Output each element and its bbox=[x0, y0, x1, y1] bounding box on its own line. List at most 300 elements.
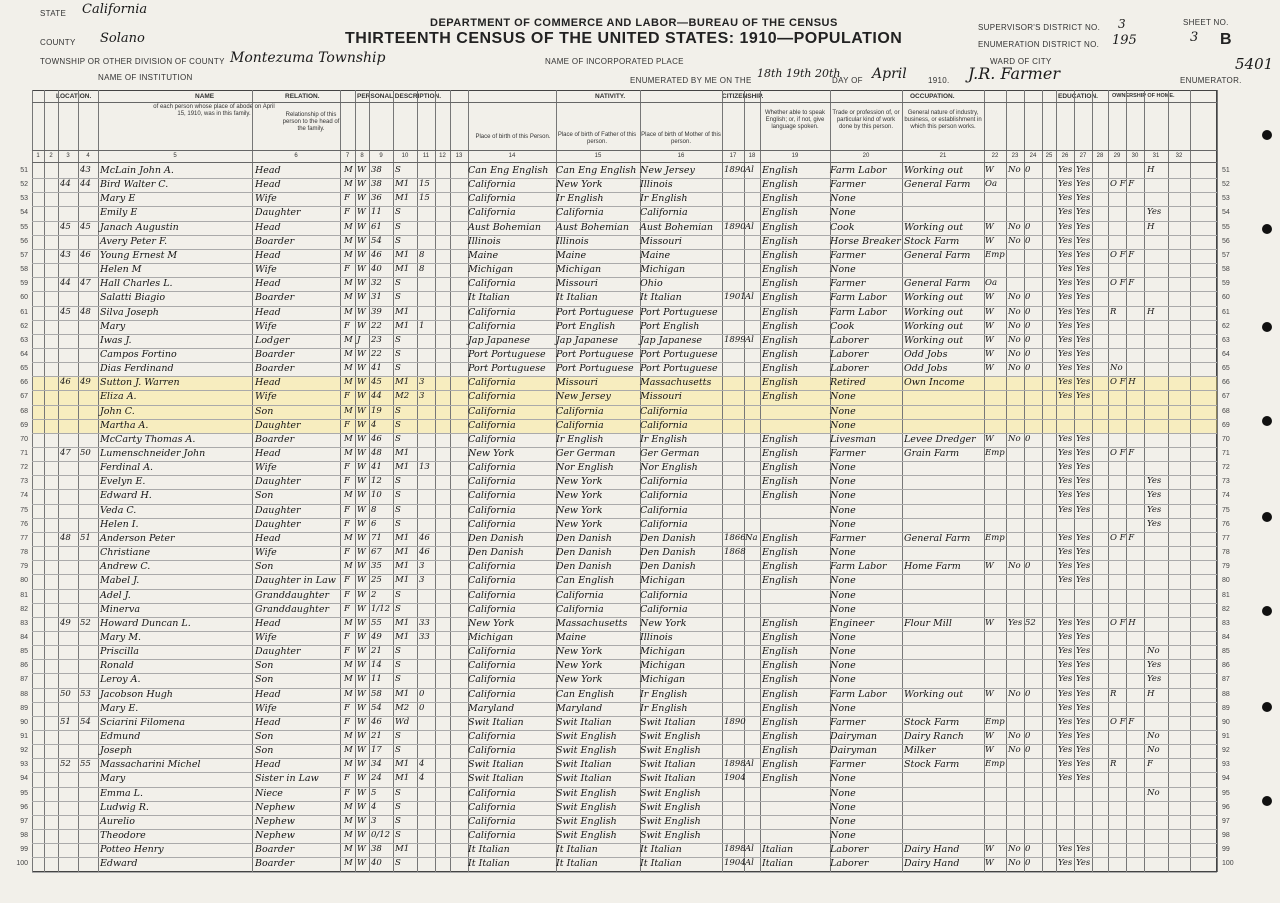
cell-lang: English bbox=[762, 179, 799, 191]
cell-name: Mary M. bbox=[100, 631, 142, 643]
cell-sex: M bbox=[344, 433, 353, 444]
cell-name: Leroy A. bbox=[100, 674, 141, 686]
cell-rel: Boarder bbox=[255, 348, 295, 360]
cell-rel: Granddaughter bbox=[255, 589, 330, 601]
cell-mar: M1 bbox=[395, 688, 410, 699]
cell-trade: Engineer bbox=[830, 617, 875, 629]
cell-trade: None bbox=[830, 815, 856, 827]
cell-lang: English bbox=[762, 320, 799, 332]
cell-mother: Missouri bbox=[640, 391, 682, 403]
cell-emp: W bbox=[985, 334, 994, 345]
cell-age: 25 bbox=[371, 575, 382, 586]
line-number-right: 67 bbox=[1222, 393, 1230, 401]
line-number-right: 82 bbox=[1222, 605, 1230, 613]
cell-age: 31 bbox=[371, 292, 382, 303]
cell-father: Ir English bbox=[556, 193, 604, 205]
cell-yrs: 0 bbox=[419, 688, 425, 699]
cell-imm: 1868 bbox=[724, 547, 746, 558]
cell-mar: S bbox=[395, 589, 401, 600]
cell-race: W bbox=[357, 221, 366, 232]
cell-age: 8 bbox=[371, 504, 377, 515]
cell-write: Yes bbox=[1076, 716, 1091, 727]
cell-wk: No bbox=[1008, 858, 1021, 869]
line-number-right: 97 bbox=[1222, 817, 1230, 825]
cell-sex: M bbox=[344, 448, 353, 458]
cell-rel: Boarder bbox=[255, 292, 295, 304]
cell-read: Yes bbox=[1058, 617, 1073, 628]
line-number-right: 71 bbox=[1222, 450, 1230, 457]
cell-name: Mary E bbox=[100, 193, 136, 205]
cell-lang: English bbox=[762, 476, 799, 488]
cell-age: 36 bbox=[371, 193, 382, 204]
line-number-right: 68 bbox=[1222, 407, 1230, 415]
cell-read: Yes bbox=[1058, 844, 1073, 855]
cell-father: Port Portuguese bbox=[556, 348, 634, 360]
cell-age: 67 bbox=[371, 547, 382, 558]
line-number-left: 100 bbox=[16, 860, 28, 868]
line-number-left: 83 bbox=[20, 619, 28, 627]
cell-fam: 51 bbox=[80, 532, 91, 543]
cell-extra: Yes bbox=[1147, 490, 1162, 501]
cell-birth: It Italian bbox=[468, 292, 510, 304]
cell-dw: 46 bbox=[60, 377, 71, 388]
column-number: 11 bbox=[422, 153, 430, 159]
cell-imm: 1898 bbox=[724, 759, 746, 770]
cell-write: Yes bbox=[1076, 264, 1091, 275]
cell-trade: Livesman bbox=[830, 433, 877, 445]
line-number-right: 86 bbox=[1222, 662, 1230, 670]
cell-race: W bbox=[357, 702, 366, 713]
cell-birth: California bbox=[468, 660, 516, 672]
cell-father: California bbox=[556, 589, 604, 601]
cell-yrs: 4 bbox=[419, 759, 425, 770]
cell-age: 14 bbox=[371, 660, 382, 671]
cell-lang: English bbox=[762, 433, 799, 445]
cell-sex: M bbox=[344, 745, 353, 756]
enumerator-label: ENUMERATOR. bbox=[1180, 76, 1242, 85]
cell-mother: California bbox=[640, 589, 688, 601]
cell-birth: California bbox=[468, 193, 516, 205]
cell-yrs: 13 bbox=[419, 462, 430, 473]
cell-name: Mary E. bbox=[100, 702, 139, 714]
cell-rel: Lodger bbox=[255, 334, 290, 346]
cell-write: Yes bbox=[1076, 688, 1091, 699]
cell-mother: Illinois bbox=[640, 631, 673, 643]
cell-own: O F H bbox=[1110, 377, 1136, 388]
cell-own: O F F bbox=[1110, 448, 1135, 458]
cell-lang: English bbox=[762, 660, 799, 672]
cell-ind: General Farm bbox=[904, 179, 971, 191]
cell-wk: No bbox=[1008, 165, 1021, 175]
cell-birth: California bbox=[468, 830, 516, 842]
cell-lang: English bbox=[762, 731, 799, 742]
group-citizenship: CITIZENSHIP. bbox=[722, 93, 764, 100]
cell-mar: M1 bbox=[395, 377, 410, 388]
cell-lang: English bbox=[762, 278, 799, 290]
cell-read: Yes bbox=[1058, 377, 1073, 388]
cell-birth: California bbox=[468, 462, 516, 474]
cell-write: Yes bbox=[1076, 646, 1091, 657]
line-number-left: 53 bbox=[20, 195, 28, 203]
cell-write: Yes bbox=[1076, 179, 1091, 190]
cell-mother: Ir English bbox=[640, 688, 688, 700]
cell-extra: Yes bbox=[1147, 207, 1162, 218]
cell-mar: M1 bbox=[395, 759, 410, 770]
cell-birth: California bbox=[468, 419, 516, 431]
cell-cit: Al bbox=[745, 844, 754, 855]
cell-wk: No bbox=[1008, 348, 1021, 359]
cell-mother: Michigan bbox=[640, 646, 686, 658]
line-number-right: 96 bbox=[1222, 803, 1230, 811]
cell-wkn: 0 bbox=[1025, 348, 1031, 359]
cell-rel: Head bbox=[255, 377, 281, 389]
cell-birth: California bbox=[468, 575, 516, 587]
cell-cit: Al bbox=[745, 858, 754, 869]
line-number-left: 73 bbox=[20, 478, 28, 486]
cell-father: It Italian bbox=[556, 858, 598, 870]
cell-name: John C. bbox=[100, 405, 135, 417]
cell-lang: English bbox=[762, 292, 799, 304]
cell-rel: Son bbox=[255, 405, 274, 417]
cell-rel: Head bbox=[255, 165, 281, 176]
cell-rel: Daughter bbox=[255, 419, 301, 431]
cell-race: W bbox=[357, 646, 366, 657]
line-number-left: 82 bbox=[20, 605, 28, 613]
cell-lang: English bbox=[762, 306, 799, 318]
cell-extra: Yes bbox=[1147, 518, 1162, 529]
cell-yrs: 0 bbox=[419, 702, 425, 713]
cell-name: Young Ernest M bbox=[100, 249, 178, 261]
cell-name: Potteo Henry bbox=[100, 844, 164, 856]
cell-race: W bbox=[357, 207, 366, 218]
cell-trade: Farmer bbox=[830, 532, 866, 544]
cell-emp: W bbox=[985, 731, 994, 741]
cell-lang: English bbox=[762, 561, 799, 573]
cell-age: 3 bbox=[371, 815, 377, 826]
cell-age: 21 bbox=[371, 646, 382, 657]
name-column-desc: of each person whose place of abode on April 15, 1910, was in this family. bbox=[153, 104, 275, 117]
cell-name: Aurelio bbox=[100, 815, 135, 827]
cell-sex: F bbox=[344, 320, 350, 331]
line-number-left: 66 bbox=[20, 379, 28, 387]
cell-rel: Daughter bbox=[255, 504, 301, 516]
cell-age: 54 bbox=[371, 235, 382, 246]
cell-ind: Levee Dredger bbox=[904, 433, 976, 445]
cell-sex: F bbox=[344, 518, 350, 529]
cell-mar: M1 bbox=[395, 547, 410, 558]
cell-name: Sciarini Filomena bbox=[100, 716, 186, 728]
cell-rel: Nephew bbox=[255, 815, 295, 827]
cell-ind: Own Income bbox=[904, 377, 965, 389]
cell-age: 38 bbox=[371, 179, 382, 190]
line-number-left: 95 bbox=[20, 789, 28, 797]
cell-age: 11 bbox=[371, 207, 382, 218]
cell-emp: W bbox=[985, 844, 994, 855]
cell-yrs: 3 bbox=[419, 575, 425, 586]
line-number-left: 61 bbox=[20, 308, 28, 316]
cell-father: California bbox=[556, 207, 604, 219]
line-number-right: 92 bbox=[1222, 747, 1230, 755]
cell-fam: 46 bbox=[80, 249, 91, 260]
cell-ind: Working out bbox=[904, 221, 964, 233]
cell-write: Yes bbox=[1076, 235, 1091, 246]
cell-father: New York bbox=[556, 504, 603, 516]
line-number-left: 65 bbox=[20, 365, 28, 373]
cell-cit: Na bbox=[745, 532, 758, 543]
cell-lang: English bbox=[762, 348, 799, 360]
cell-ind: General Farm bbox=[904, 278, 971, 290]
column-number: 16 bbox=[677, 153, 685, 159]
column-number: 12 bbox=[439, 153, 446, 159]
cell-write: Yes bbox=[1076, 490, 1091, 501]
cell-read: Yes bbox=[1058, 476, 1073, 487]
line-number-right: 91 bbox=[1222, 733, 1230, 740]
cell-name: Priscilla bbox=[100, 646, 139, 658]
cell-mar: S bbox=[395, 815, 401, 826]
cell-mother: Swit English bbox=[640, 801, 701, 813]
cell-name: Mabel J. bbox=[100, 575, 140, 587]
cell-birth: Den Danish bbox=[468, 532, 524, 544]
cell-name: Howard Duncan L. bbox=[100, 617, 191, 629]
cell-dw: 43 bbox=[60, 249, 71, 260]
cell-mar: S bbox=[395, 518, 401, 529]
cell-emp: W bbox=[985, 858, 994, 869]
line-number-right: 100 bbox=[1222, 860, 1234, 868]
line-number-left: 97 bbox=[20, 817, 28, 825]
cell-read: Yes bbox=[1058, 278, 1073, 289]
cell-wk: No bbox=[1008, 221, 1021, 232]
cell-read: Yes bbox=[1058, 165, 1073, 175]
cell-yrs: 3 bbox=[419, 561, 425, 572]
cell-father: Maine bbox=[556, 249, 587, 261]
year-value: 1910. bbox=[928, 76, 950, 85]
cell-mother: Swit English bbox=[640, 815, 701, 827]
line-number-left: 86 bbox=[20, 662, 28, 670]
cell-sex: M bbox=[344, 235, 353, 246]
binder-hole-8 bbox=[1262, 796, 1272, 806]
cell-race: W bbox=[357, 575, 366, 586]
column-number: 31 bbox=[1152, 153, 1160, 159]
cell-wkn: 0 bbox=[1025, 858, 1031, 869]
cell-emp: W bbox=[985, 235, 994, 246]
cell-birth: California bbox=[468, 405, 516, 417]
cell-age: 19 bbox=[371, 405, 382, 416]
line-number-left: 88 bbox=[20, 690, 28, 698]
cell-ind: Stock Farm bbox=[904, 716, 960, 728]
cell-age: 41 bbox=[371, 462, 382, 473]
cell-emp: Emp bbox=[985, 249, 1005, 260]
birth-person-header: Place of birth of this Person. bbox=[475, 134, 551, 140]
cell-race: W bbox=[357, 830, 366, 841]
cell-father: Illinois bbox=[556, 235, 589, 247]
cell-fam: 52 bbox=[80, 617, 91, 628]
cell-race: W bbox=[357, 476, 366, 487]
line-number-right: 51 bbox=[1222, 167, 1230, 174]
cell-rel: Head bbox=[255, 759, 281, 771]
cell-own: O F F bbox=[1110, 532, 1135, 543]
cell-mar: Wd bbox=[395, 716, 410, 727]
cell-sex: M bbox=[344, 278, 353, 289]
line-number-left: 96 bbox=[20, 803, 28, 811]
cell-age: 40 bbox=[371, 858, 382, 869]
line-number-right: 59 bbox=[1222, 280, 1230, 288]
cell-age: 46 bbox=[371, 716, 382, 727]
line-number-left: 99 bbox=[20, 846, 28, 854]
cell-lang: English bbox=[762, 532, 799, 544]
cell-mar: S bbox=[395, 745, 401, 756]
cell-race: W bbox=[357, 264, 366, 275]
cell-extra: Yes bbox=[1147, 674, 1162, 685]
cell-rel: Nephew bbox=[255, 801, 295, 813]
cell-race: W bbox=[357, 448, 366, 458]
cell-read: Yes bbox=[1058, 858, 1073, 869]
cell-name: Emma L. bbox=[100, 787, 143, 799]
cell-name: Martha A. bbox=[100, 419, 149, 431]
cell-age: 58 bbox=[371, 688, 382, 699]
cell-trade: Farm Labor bbox=[830, 292, 887, 304]
cell-rel: Boarder bbox=[255, 858, 295, 870]
cell-write: Yes bbox=[1076, 617, 1091, 628]
cell-birth: Aust Bohemian bbox=[468, 221, 541, 233]
cell-father: New York bbox=[556, 646, 603, 658]
cell-birth: Swit Italian bbox=[468, 759, 524, 771]
cell-fam: 50 bbox=[80, 448, 91, 458]
cell-rel: Daughter bbox=[255, 518, 301, 530]
cell-age: 46 bbox=[371, 433, 382, 444]
cell-read: Yes bbox=[1058, 731, 1073, 741]
cell-mother: California bbox=[640, 419, 688, 431]
binder-hole-5 bbox=[1262, 512, 1272, 522]
cell-sex: F bbox=[344, 419, 350, 430]
cell-own: No bbox=[1110, 363, 1123, 374]
cell-trade: None bbox=[830, 660, 856, 672]
cell-mother: Ir English bbox=[640, 193, 688, 205]
cell-lang: English bbox=[762, 193, 799, 205]
line-number-left: 54 bbox=[20, 209, 28, 217]
cell-race: W bbox=[357, 858, 366, 869]
cell-extra: H bbox=[1147, 165, 1155, 175]
column-number: 19 bbox=[791, 153, 799, 159]
cell-birth: California bbox=[468, 589, 516, 601]
cell-sex: M bbox=[344, 292, 353, 303]
cell-race: W bbox=[357, 235, 366, 246]
cell-father: Can Eng English bbox=[556, 165, 637, 176]
cell-age: 71 bbox=[371, 532, 382, 543]
cell-trade: Farm Labor bbox=[830, 688, 887, 700]
cell-own: O F H bbox=[1110, 617, 1136, 628]
cell-birth: Den Danish bbox=[468, 547, 524, 559]
cell-race: W bbox=[357, 433, 366, 444]
cell-write: Yes bbox=[1076, 391, 1091, 402]
cell-birth: Port Portuguese bbox=[468, 363, 546, 375]
cell-wkn: 0 bbox=[1025, 221, 1031, 232]
cell-mother: Swit English bbox=[640, 830, 701, 842]
line-number-right: 90 bbox=[1222, 718, 1230, 726]
line-number-right: 73 bbox=[1222, 478, 1230, 486]
line-number-left: 81 bbox=[20, 591, 28, 599]
cell-rel: Wife bbox=[255, 702, 277, 714]
cell-name: Sutton J. Warren bbox=[100, 377, 180, 389]
cell-trade: None bbox=[830, 787, 856, 799]
cell-father: Michigan bbox=[556, 264, 602, 276]
cell-rel: Daughter in Law bbox=[255, 575, 336, 587]
cell-race: W bbox=[357, 306, 366, 317]
cell-sex: M bbox=[344, 830, 353, 841]
column-number: 6 bbox=[294, 153, 298, 159]
cell-trade: Dairyman bbox=[830, 731, 878, 742]
cell-age: 44 bbox=[371, 391, 382, 402]
cell-birth: California bbox=[468, 320, 516, 332]
cell-name: Adel J. bbox=[100, 589, 131, 601]
column-number: 5 bbox=[173, 153, 177, 159]
cell-own: O F F bbox=[1110, 716, 1135, 727]
cell-ind: Odd Jobs bbox=[904, 363, 948, 375]
cell-cit: Al bbox=[745, 165, 754, 175]
cell-lang: English bbox=[762, 759, 799, 771]
cell-yrs: 33 bbox=[419, 617, 430, 628]
cell-ind: Home Farm bbox=[904, 561, 961, 573]
line-number-left: 91 bbox=[20, 733, 28, 740]
line-number-left: 64 bbox=[20, 350, 28, 358]
line-number-left: 62 bbox=[20, 322, 28, 330]
cell-trade: Laborer bbox=[830, 334, 869, 346]
column-number: 14 bbox=[508, 153, 516, 159]
state-label: STATE bbox=[40, 9, 67, 18]
cell-rel: Son bbox=[255, 660, 274, 672]
cell-trade: Farmer bbox=[830, 278, 866, 290]
cell-trade: None bbox=[830, 646, 856, 658]
language-column-desc: Whether able to speak English; or, if not, give language spoken. bbox=[764, 110, 826, 130]
cell-write: Yes bbox=[1076, 448, 1091, 458]
cell-mother: Ger German bbox=[640, 448, 700, 459]
cell-race: J bbox=[357, 334, 361, 345]
cell-age: 23 bbox=[371, 334, 382, 345]
cell-sex: F bbox=[344, 547, 350, 558]
cell-mar: S bbox=[395, 278, 401, 289]
column-number: 30 bbox=[1131, 153, 1139, 159]
cell-read: Yes bbox=[1058, 249, 1073, 260]
cell-sex: F bbox=[344, 646, 350, 657]
cell-mar: S bbox=[395, 419, 401, 430]
cell-mother: Swit Italian bbox=[640, 773, 696, 785]
cell-age: 61 bbox=[371, 221, 382, 232]
cell-race: W bbox=[357, 249, 366, 260]
cell-fam: 44 bbox=[80, 179, 91, 190]
cell-father: Can English bbox=[556, 688, 615, 700]
cell-write: Yes bbox=[1076, 433, 1091, 444]
cell-wkn: 0 bbox=[1025, 688, 1031, 699]
cell-mother: California bbox=[640, 603, 688, 615]
cell-mother: Illinois bbox=[640, 179, 673, 191]
cell-race: W bbox=[357, 532, 366, 543]
cell-ind: Working out bbox=[904, 306, 964, 318]
cell-mar: S bbox=[395, 801, 401, 812]
cell-sex: M bbox=[344, 759, 353, 770]
cell-trade: None bbox=[830, 830, 856, 842]
cell-fam: 53 bbox=[80, 688, 91, 699]
line-number-left: 69 bbox=[20, 421, 28, 429]
cell-extra: Yes bbox=[1147, 660, 1162, 671]
cell-read: Yes bbox=[1058, 773, 1073, 784]
cell-birth: California bbox=[468, 674, 516, 686]
cell-emp: Oa bbox=[985, 179, 998, 190]
cell-sex: M bbox=[344, 348, 353, 359]
cell-father: Swit Italian bbox=[556, 716, 612, 728]
column-number: 3 bbox=[66, 153, 70, 159]
line-number-left: 87 bbox=[20, 676, 28, 684]
cell-ind: Grain Farm bbox=[904, 448, 960, 459]
line-number-right: 98 bbox=[1222, 832, 1230, 840]
